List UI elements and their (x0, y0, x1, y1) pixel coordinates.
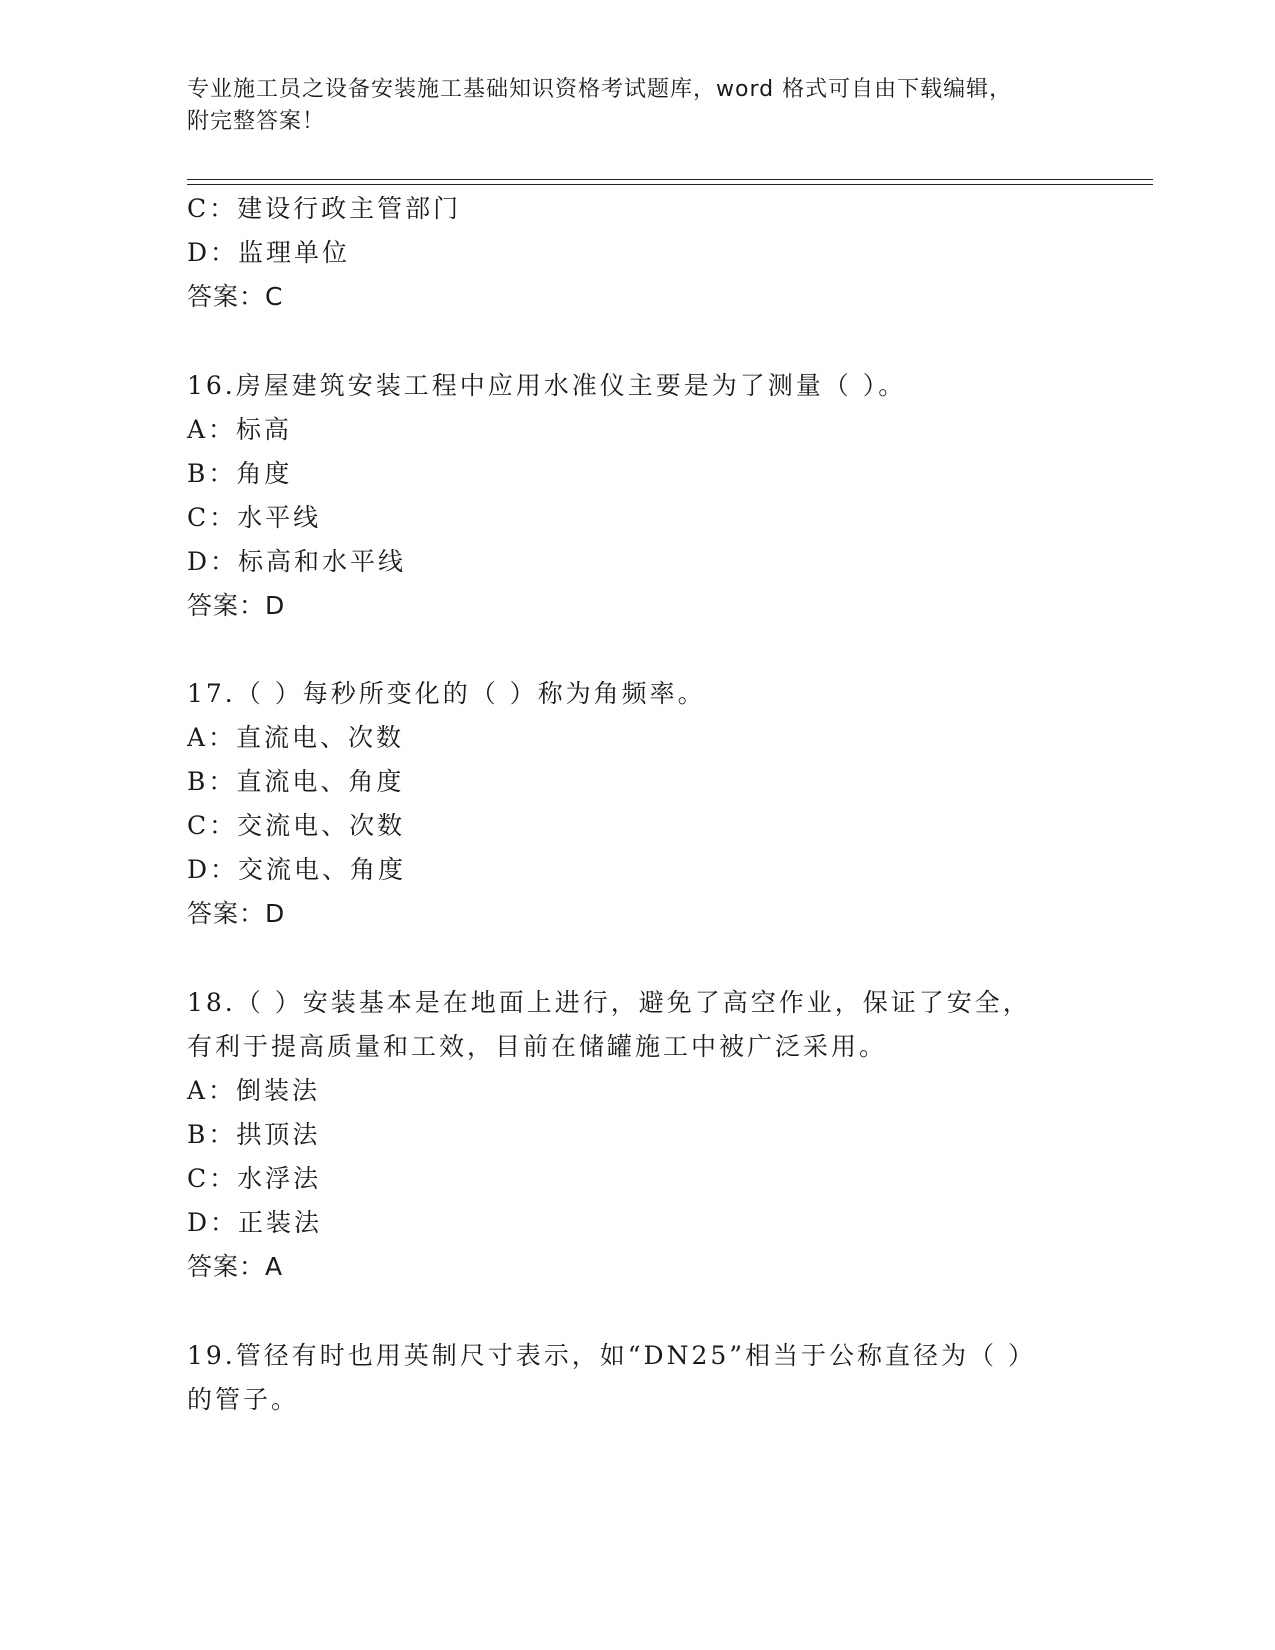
q18-question-line-1: 18.（ ）安装基本是在地面上进行，避免了高空作业，保证了安全， (187, 988, 1031, 1017)
q16-answer: 答案：D (187, 591, 286, 620)
q15-option-d: D：监理单位 (187, 238, 351, 267)
q19-question-line-2: 的管子。 (187, 1385, 300, 1414)
q16-question: 16.房屋建筑安装工程中应用水准仪主要是为了测量（ ）。 (187, 371, 907, 400)
q18-question-line-2: 有利于提高质量和工效，目前在储罐施工中被广泛采用。 (187, 1032, 888, 1061)
q17-option-c: C：交流电、次数 (187, 811, 406, 840)
q18-option-d: D：正装法 (187, 1208, 323, 1237)
header-line-2: 附完整答案！ (187, 109, 326, 134)
q16-option-b: B：角度 (187, 459, 293, 488)
header-divider-top (187, 179, 1153, 180)
q19-question-line-1: 19.管径有时也用英制尺寸表示，如“DN25”相当于公称直径为（ ） (187, 1341, 1036, 1370)
q16-option-d: D：标高和水平线 (187, 547, 407, 576)
q17-question: 17.（ ）每秒所变化的（ ）称为角频率。 (187, 679, 706, 708)
q18-answer: 答案：A (187, 1252, 284, 1281)
q18-option-b: B：拱顶法 (187, 1120, 321, 1149)
q16-option-a: A：标高 (187, 415, 293, 444)
q17-option-b: B：直流电、角度 (187, 767, 405, 796)
q18-option-c: C：水浮法 (187, 1164, 322, 1193)
q17-option-d: D：交流电、角度 (187, 855, 407, 884)
header-divider-bottom (187, 184, 1153, 185)
q18-option-a: A：倒装法 (187, 1076, 321, 1105)
q16-option-c: C：水平线 (187, 503, 322, 532)
document-header (187, 74, 1067, 138)
q17-answer: 答案：D (187, 899, 286, 928)
header-line-1: 专业施工员之设备安装施工基础知识资格考试题库，word 格式可自由下载编辑， (187, 77, 1013, 102)
q17-option-a: A：直流电、次数 (187, 723, 405, 752)
q15-answer: 答案：C (187, 282, 284, 311)
q15-option-c: C：建设行政主管部门 (187, 194, 462, 223)
